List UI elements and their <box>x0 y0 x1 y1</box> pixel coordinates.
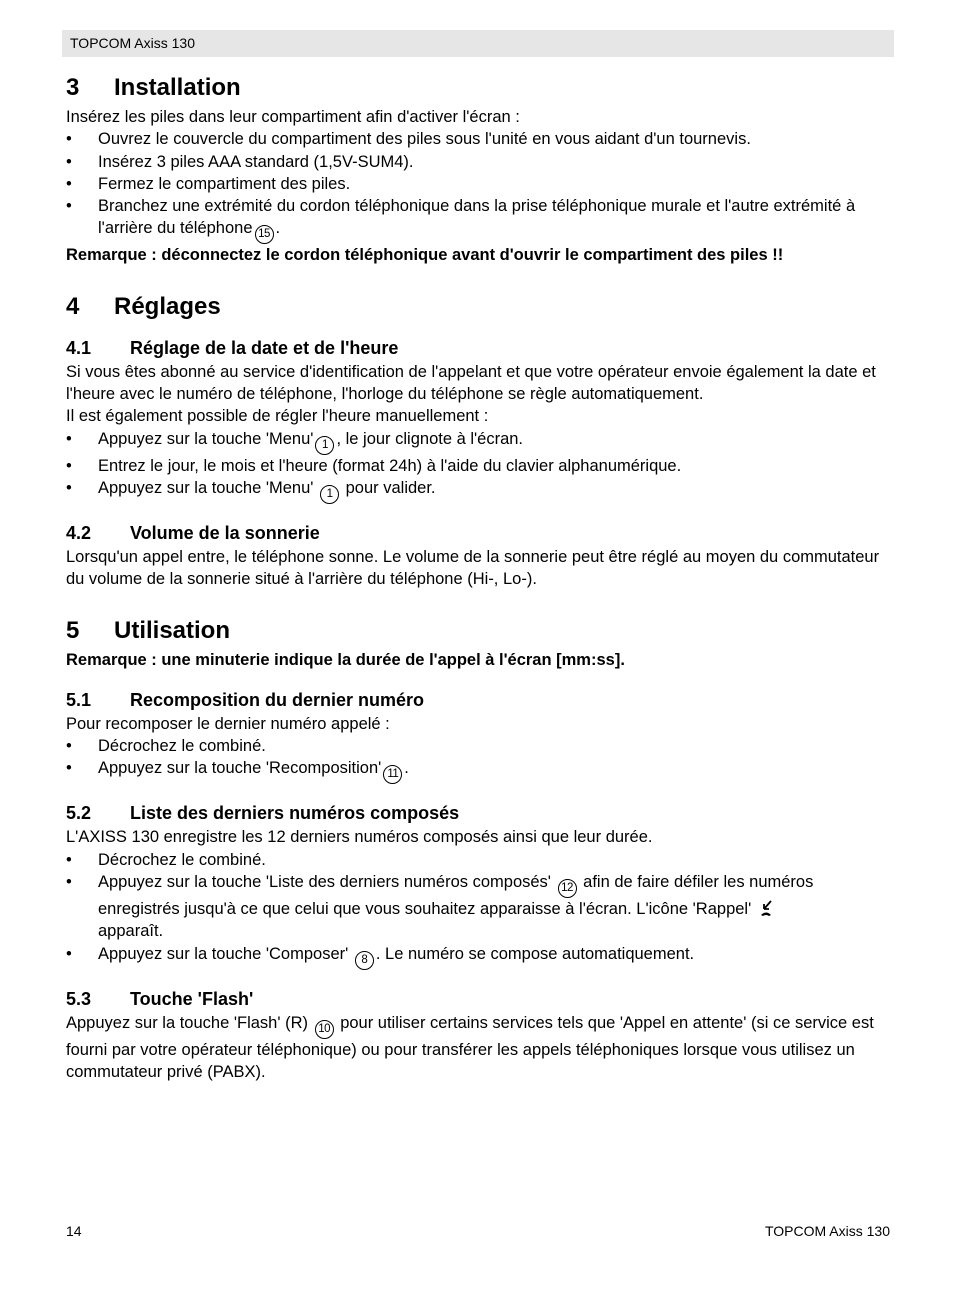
list-item <box>66 735 894 757</box>
key-number-circle: 10 <box>315 1020 334 1039</box>
bullet: • <box>66 873 72 892</box>
section-number: 4 <box>66 292 80 320</box>
list-item <box>66 871 894 943</box>
list-item-text: Entrez le jour, le mois et l'heure (format 24h) à l'aide du clavier alphanumérique. <box>98 456 682 475</box>
subsection-title: Volume de la sonnerie <box>130 522 320 543</box>
list-item-text: Fermez le compartiment des piles. <box>98 174 351 193</box>
paragraph: Si vous êtes abonné au service d'identification de l'appelant et que votre opérateur envoie également la date et l'heure avec le numéro de téléphone, l'horloge du téléphone se règle automatiquement. <box>66 362 876 404</box>
page-number: 14 <box>66 1223 82 1239</box>
section-title: Réglages <box>114 292 221 320</box>
key-number-circle: 8 <box>355 951 374 970</box>
section-3-remark: Remarque : déconnectez le cordon téléphonique avant d'ouvrir le compartiment des piles !! <box>66 246 784 265</box>
subsection-5-1-heading <box>66 687 894 713</box>
callback-icon <box>757 898 777 918</box>
bullet: • <box>66 197 72 216</box>
subsection-title: Liste des derniers numéros composés <box>130 803 460 824</box>
list-item-text: afin de faire défiler les numéros enregistrés jusqu'à ce que celui que vous souhaitez apparaisse à l'écran. L'icône 'Rappel' <box>98 873 814 919</box>
list-item-text: pour valider. <box>345 478 436 497</box>
list-item-text: Décrochez le combiné. <box>98 850 266 869</box>
section-3-intro: Insérez les piles dans leur compartiment afin d'activer l'écran : <box>66 108 520 126</box>
key-number-circle: 1 <box>320 485 339 504</box>
subsection-title: Réglage de la date et de l'heure <box>130 337 399 358</box>
paragraph: Il est également possible de régler l'heure manuellement : <box>66 407 489 426</box>
list-item <box>66 173 894 195</box>
subsection-number: 5.3 <box>66 988 92 1009</box>
bullet: • <box>66 429 72 448</box>
paragraph <box>66 1012 894 1084</box>
list-item-text: Appuyez sur la touche 'Menu' <box>98 478 314 497</box>
list-item-text: , le jour clignote à l'écran. <box>336 429 524 448</box>
list-item <box>66 757 894 784</box>
subsection-number: 4.2 <box>66 522 92 543</box>
list-item-text: apparaît. <box>98 922 164 941</box>
paragraph-text: Appuyez sur la touche 'Flash' (R) <box>66 1013 308 1032</box>
list-item-text: Appuyez sur la touche 'Menu' <box>98 429 314 448</box>
bullet: • <box>66 152 72 171</box>
bullet: • <box>66 130 72 149</box>
list-item-text: Appuyez sur la touche 'Composer' <box>98 944 349 963</box>
section-number: 5 <box>66 616 80 644</box>
subsection-title: Touche 'Flash' <box>130 988 254 1009</box>
bullet: • <box>66 174 72 193</box>
list-item-text: . <box>275 219 281 238</box>
footer-title: TOPCOM Axiss 130 <box>764 1223 890 1239</box>
list-item-text: . Le numéro se compose automatiquement. <box>375 944 695 963</box>
subsection-4-1-heading <box>66 335 894 361</box>
subsection-number: 4.1 <box>66 337 92 358</box>
key-number-circle: 15 <box>255 225 274 244</box>
section-4-heading <box>66 289 894 325</box>
header-title: TOPCOM Axiss 130 <box>70 35 196 51</box>
list-item-text: Ouvrez le couvercle du compartiment des piles sous l'unité en vous aidant d'un tournevis. <box>98 130 751 149</box>
subsection-number: 5.1 <box>66 689 92 710</box>
key-number-circle: 11 <box>383 765 402 784</box>
list-item-text: Appuyez sur la touche 'Liste des derniers numéros composés' <box>98 873 551 892</box>
paragraph: L'AXISS 130 enregistre les 12 derniers numéros composés ainsi que leur durée. <box>66 828 653 847</box>
list-item-text: Branchez une extrémité du cordon téléphonique dans la prise téléphonique murale et l'autre extrémité à l'arrière du téléphone <box>98 197 856 238</box>
paragraph-text: pour utiliser certains services tels que 'Appel en attente' (si ce service est fourni par votre opérateur téléphonique) ou pour transférer les appels téléphoniques lorsque vous utilisez un commutateur privé (PABX). <box>66 1013 874 1081</box>
bullet: • <box>66 850 72 869</box>
subsection-title: Recomposition du dernier numéro <box>130 689 425 710</box>
list-item <box>66 428 894 455</box>
section-title: Utilisation <box>114 616 231 644</box>
list-item <box>66 151 894 173</box>
list-item <box>66 943 894 970</box>
list-item <box>66 195 894 244</box>
list-item <box>66 128 894 150</box>
list-item-text: Appuyez sur la touche 'Recomposition' <box>98 759 382 778</box>
section-number: 3 <box>66 74 80 101</box>
section-3-heading <box>66 70 894 106</box>
list-item <box>66 477 894 504</box>
bullet: • <box>66 737 72 756</box>
bullet: • <box>66 944 72 963</box>
subsection-5-2-heading <box>66 800 894 826</box>
subsection-4-2-heading <box>66 520 894 546</box>
section-5-remark: Remarque : une minuterie indique la durée de l'appel à l'écran [mm:ss]. <box>66 650 625 669</box>
list-item-text: . <box>404 759 409 778</box>
bullet: • <box>66 478 72 497</box>
bullet: • <box>66 456 72 475</box>
list-item <box>66 455 894 477</box>
list-item-text: Insérez 3 piles AAA standard (1,5V-SUM4). <box>98 152 414 171</box>
key-number-circle: 1 <box>315 436 334 455</box>
key-number-circle: 12 <box>558 879 577 898</box>
running-header <box>62 30 894 57</box>
subsection-5-3-heading <box>66 986 894 1012</box>
paragraph: Lorsqu'un appel entre, le téléphone sonne. Le volume de la sonnerie peut être réglé au moyen du commutateur du volume de la sonnerie situé à l'arrière du téléphone (Hi-, Lo-). <box>66 547 880 589</box>
subsection-number: 5.2 <box>66 803 92 824</box>
paragraph: Pour recomposer le dernier numéro appelé : <box>66 714 390 733</box>
section-5-heading <box>66 613 894 649</box>
page-content <box>66 70 894 1083</box>
list-item-text: Décrochez le combiné. <box>98 737 266 756</box>
section-title: Installation <box>114 74 241 101</box>
list-item <box>66 849 894 871</box>
bullet: • <box>66 759 72 778</box>
